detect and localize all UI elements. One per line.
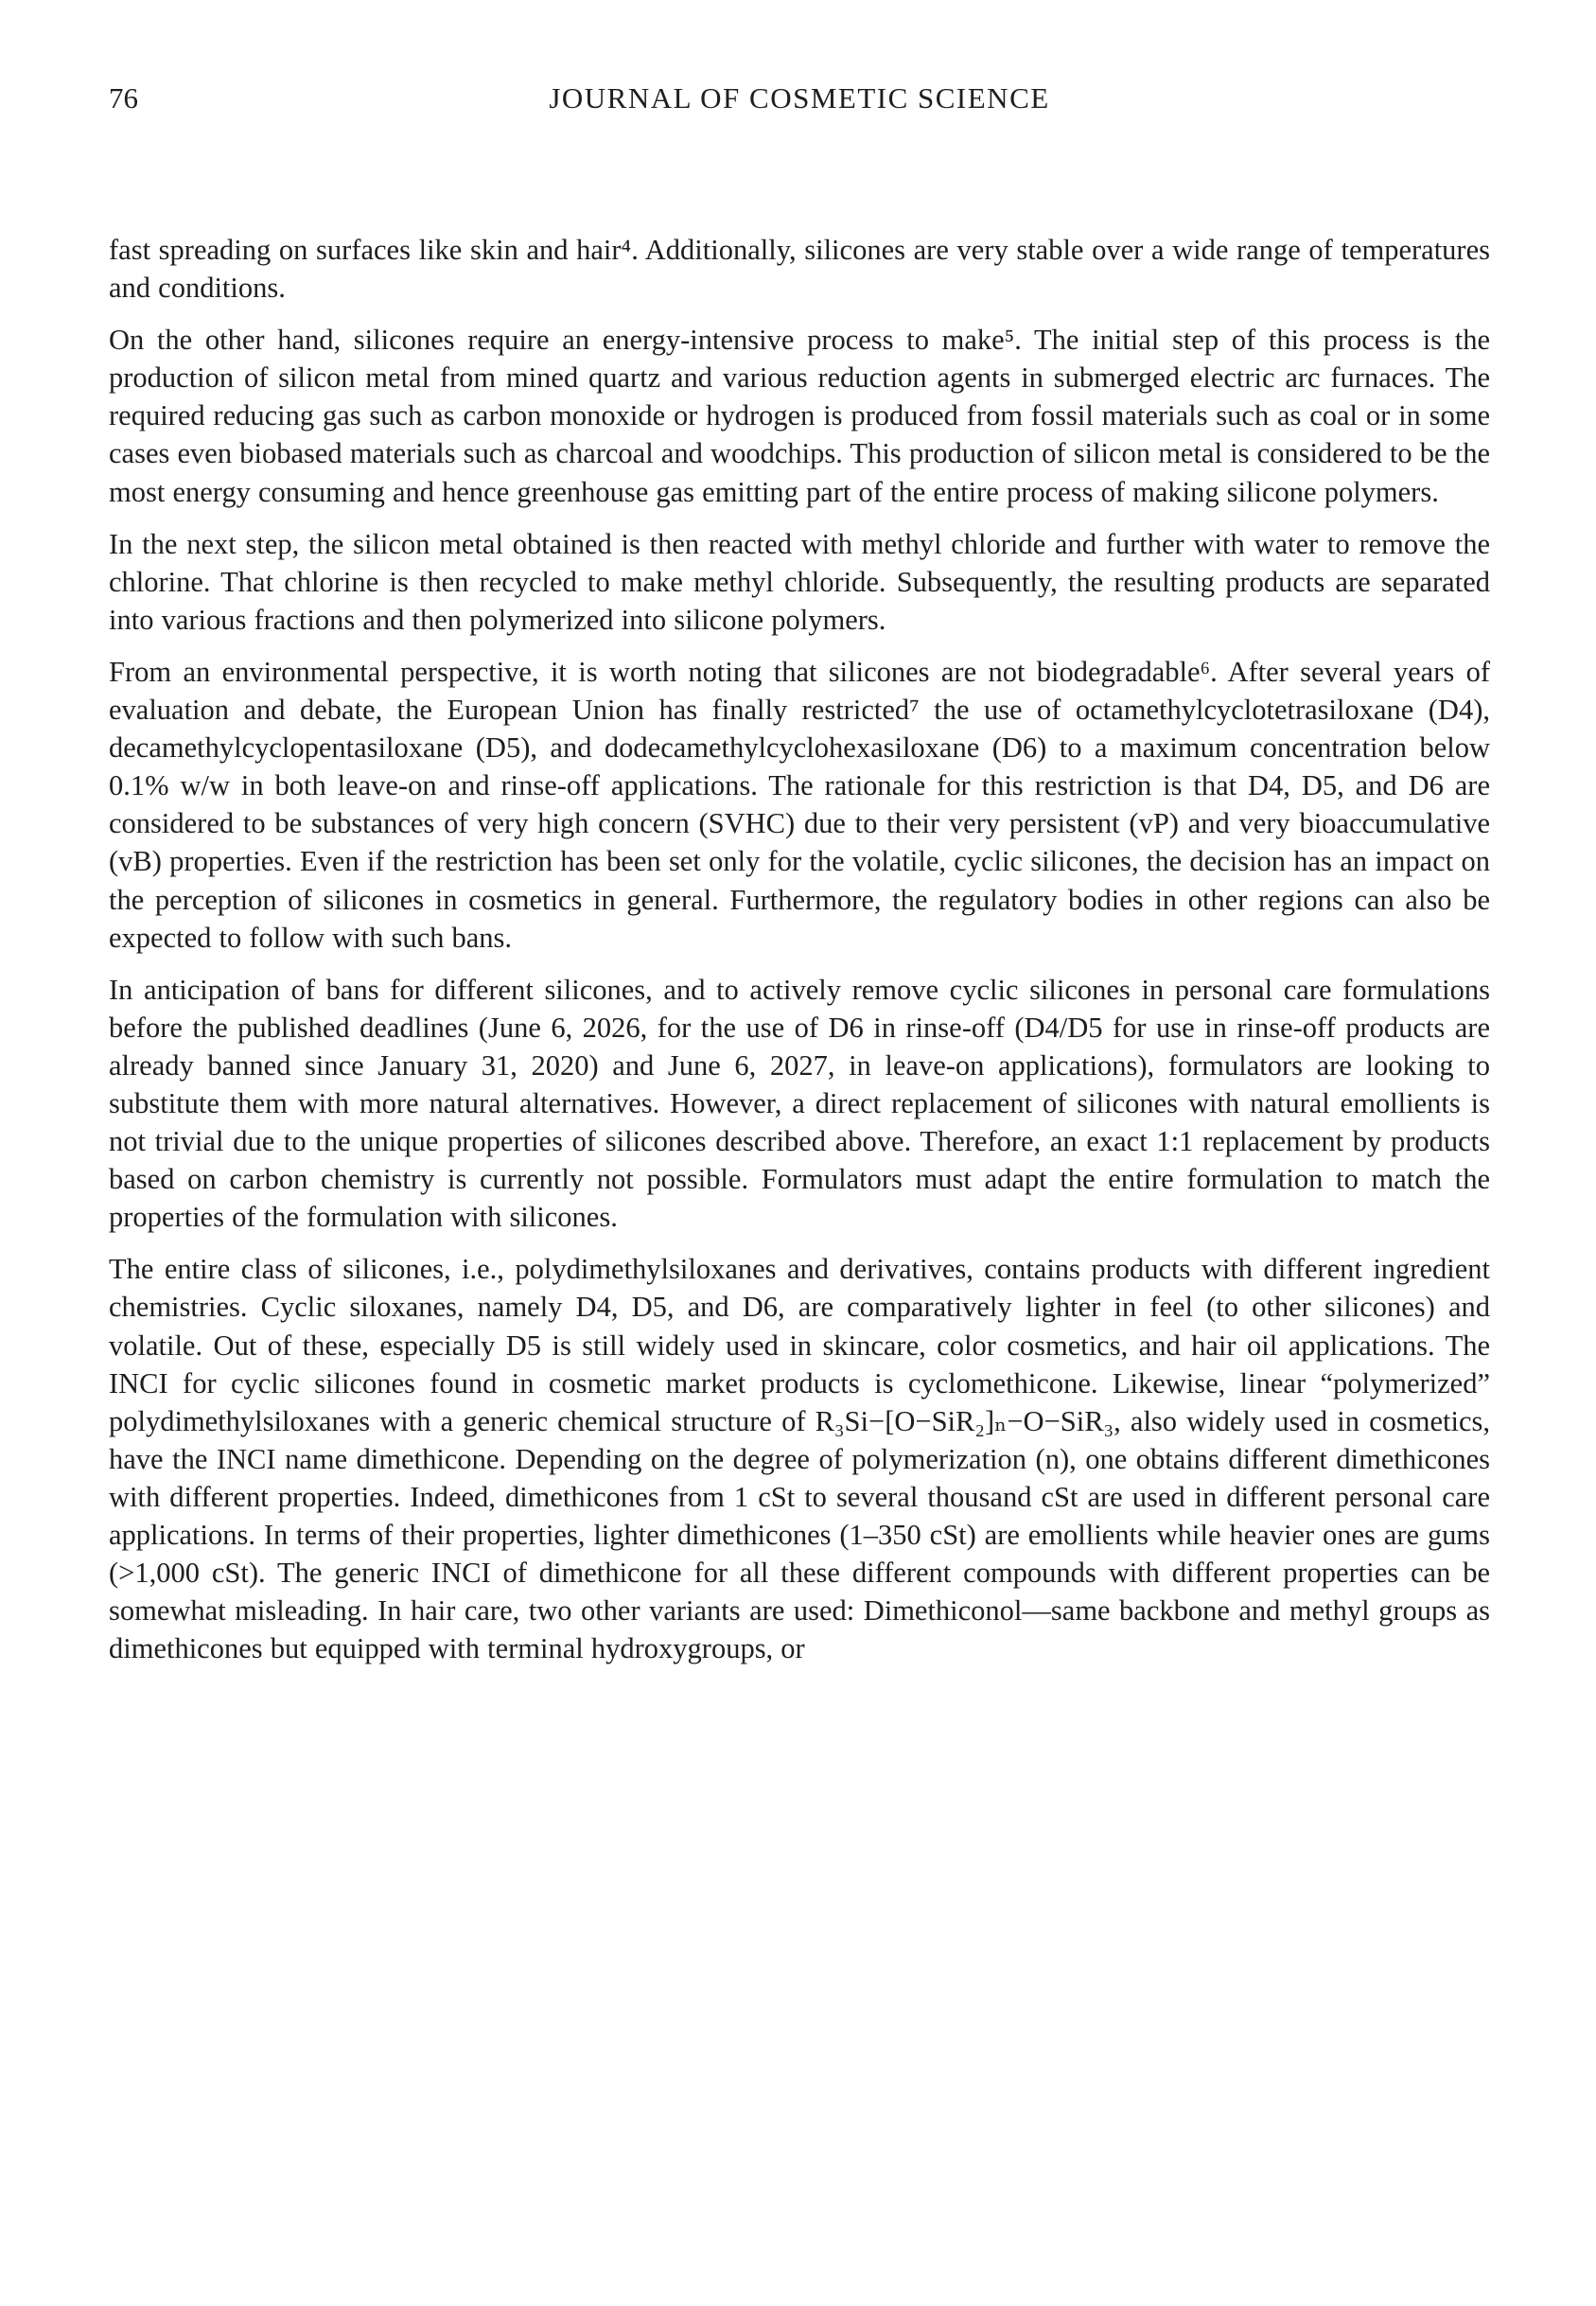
paragraph-4: From an environmental perspective, it is worth noting that silicones are not biodegradable⁶. After several years of evaluation and debate, the European Union has finally restricted⁷ the use of octamethylcyclotetrasiloxane (D4), decamethylcyclopentasiloxane (D5), and dodecamethylcyclohexasiloxane (D6) to a maximum concentration below 0.1% w/w in both leave-on and rinse-off applications. The rationale for this restriction is that D4, D5, and D6 are considered to be substances of very high concern (SVHC) due to their very persistent (vP) and very bioaccumulative (vB) properties. Even if the restriction has been set only for the volatile, cyclic silicones, the decision has an impact on the perception of silicones in cosmetics in general. Furthermore, the regulatory bodies in other regions can also be expected to follow with such bans. xyxy=(109,655,1490,954)
journal-title: JOURNAL OF COSMETIC SCIENCE xyxy=(549,81,1050,114)
paragraph-1: fast spreading on surfaces like skin and hair⁴. Additionally, silicones are very stable over a wide range of temperatures and conditions. xyxy=(109,234,1490,305)
page-number: 76 xyxy=(109,81,138,114)
paragraph-6: The entire class of silicones, i.e., polydimethylsiloxanes and derivatives, contains products with different ingredient chemistries. Cyclic siloxanes, namely D4, D5, and D6, are comparatively lighter in feel (to other silicones) and volatile. Out of these, especially D5 is still widely used in skincare, color cosmetics, and hair oil applications. The INCI for cyclic silicones found in cosmetic market products is cyclomethicone. Likewise, linear “polymerized” polydimethylsiloxanes with a generic chemical structure of R₃Si−[O−SiR₂]ₙ−O−SiR₃, also widely used in cosmetics, have the INCI name dimethicone. Depending on the degree of polymerization (n), one obtains different dimethicones with different properties. Indeed, dimethicones from 1 cSt to several thousand cSt are used in different personal care applications. In terms of their properties, lighter dimethicones (1–350 cSt) are emollients while heavier ones are gums (>1,000 cSt). The generic INCI of dimethicone for all these different compounds with different properties can be somewhat misleading. In hair care, two other variants are used: Dimethiconol—same backbone and methyl groups as dimethicones but equipped with terminal hydroxygroups, or xyxy=(109,1253,1490,1665)
paragraph-5: In anticipation of bans for different silicones, and to actively remove cyclic silicones in personal care formulations before the published deadlines (June 6, 2026, for the use of D6 in rinse-off (D4/D5 for use in rinse-off products are already banned since January 31, 2020) and June 6, 2027, in leave-on applications), formulators are looking to substitute them with more natural alternatives. However, a direct replacement of silicones with natural emollients is not trivial due to the unique properties of silicones described above. Therefore, an exact 1:1 replacement by products based on carbon chemistry is currently not possible. Formulators must adapt the entire formulation to match the properties of the formulation with silicones. xyxy=(109,973,1490,1234)
paragraph-2: On the other hand, silicones require an energy-intensive process to make⁵. The initial step of this process is the production of silicon metal from mined quartz and various reduction agents in submerged electric arc furnaces. The required reducing gas such as carbon monoxide or hydrogen is produced from fossil materials such as coal or in some cases even biobased materials such as charcoal and woodchips. This production of silicon metal is considered to be the most energy consuming and hence greenhouse gas emitting part of the entire process of making silicone polymers. xyxy=(109,324,1490,508)
article-body xyxy=(109,231,1490,1667)
page-header xyxy=(109,81,1490,115)
paragraph-3: In the next step, the silicon metal obtained is then reacted with methyl chloride and further with water to remove the chlorine. That chlorine is then recycled to make methyl chloride. Subsequently, the resulting products are separated into various fractions and then polymerized into silicone polymers. xyxy=(109,527,1490,636)
